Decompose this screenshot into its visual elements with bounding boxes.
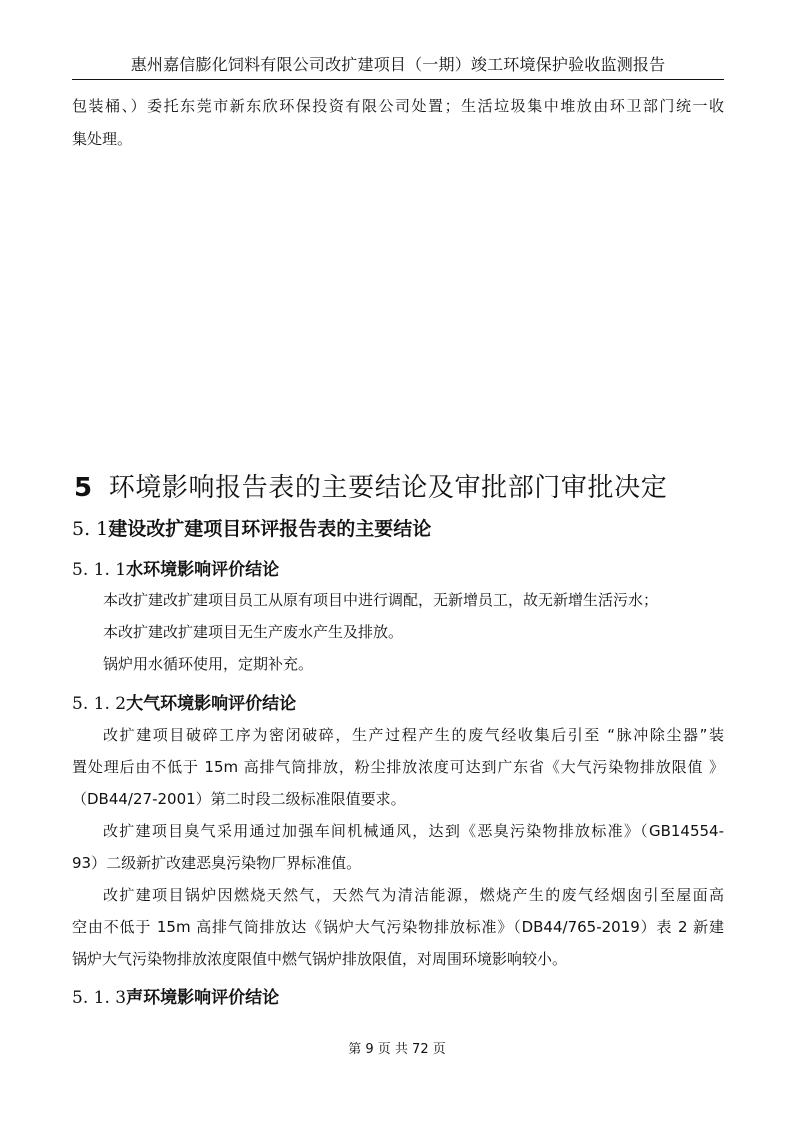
air-p1-line-1: 改扩建项目破碎工序为密闭破碎，生产过程产生的废气经收集后引至 “脉冲除尘器”装 bbox=[103, 726, 724, 744]
section-5-1-number: 5. 1 bbox=[72, 518, 109, 540]
section-5-1-3-title: 声环境影响评价结论 bbox=[126, 988, 280, 1008]
section-5-1-2-number: 5. 1. 2 bbox=[72, 694, 127, 714]
water-para-2: 本改扩建改扩建项目无生产废水产生及排放。 bbox=[103, 623, 404, 641]
intro-line-1: 包装桶、）委托东莞市新东欣环保投资有限公司处置；生活垃圾集中堆放由环卫部门统一收 bbox=[72, 97, 724, 115]
air-p2-line-2: 93）二级新扩改建恶臭污染物厂界标准值。 bbox=[72, 854, 362, 872]
air-p2-line-1: 改扩建项目臭气采用通过加强车间机械通风，达到《恶臭污染物排放标准》（GB14554- bbox=[103, 822, 724, 840]
section-5-1-title: 建设改扩建项目环评报告表的主要结论 bbox=[108, 518, 432, 540]
chapter-heading bbox=[74, 470, 667, 506]
section-5-1-3-heading bbox=[72, 986, 279, 1010]
section-5-1-1-heading bbox=[72, 558, 279, 582]
section-5-1-1-title: 水环境影响评价结论 bbox=[126, 560, 280, 580]
water-para-1: 本改扩建改扩建项目员工从原有项目中进行调配，无新增员工，故无新增生活污水； bbox=[103, 591, 659, 609]
chapter-number: 5 bbox=[74, 473, 93, 503]
section-5-1-heading bbox=[72, 516, 431, 542]
section-5-1-3-number: 5. 1. 3 bbox=[72, 988, 127, 1008]
chapter-title: 环境影响报告表的主要结论及审批部门审批决定 bbox=[108, 473, 668, 503]
page-header-title: 惠州嘉信膨化饲料有限公司改扩建项目（一期）竣工环境保护验收监测报告 bbox=[130, 55, 666, 74]
intro-line-2: 集处理。 bbox=[72, 130, 133, 148]
page-number: 第 9 页 共 72 页 bbox=[348, 1042, 446, 1057]
air-p3-line-3: 锅炉大气污染物排放浓度限值中燃气锅炉排放限值，对周围环境影响较小。 bbox=[72, 950, 568, 968]
air-p3-line-1: 改扩建项目锅炉因燃烧天然气，天然气为清洁能源，燃烧产生的废气经烟囱引至屋面高 bbox=[103, 886, 724, 904]
air-p3-line-2: 空由不低于 15m 高排气筒排放达《锅炉大气污染物排放标准》（DB44/765-2019）表 2 新建 bbox=[72, 918, 724, 936]
header-divider bbox=[72, 79, 724, 80]
air-p1-line-3: （DB44/27-2001）第二时段二级标准限值要求。 bbox=[72, 790, 406, 808]
section-5-1-2-title: 大气环境影响评价结论 bbox=[126, 694, 297, 714]
air-p1-line-2: 置处理后由不低于 15m 高排气筒排放，粉尘排放浓度可达到广东省《大气污染物排放限值 》 bbox=[72, 758, 724, 776]
water-para-3: 锅炉用水循环使用，定期补充。 bbox=[103, 655, 314, 673]
section-5-1-1-number: 5. 1. 1 bbox=[72, 560, 127, 580]
section-5-1-2-heading bbox=[72, 692, 296, 716]
